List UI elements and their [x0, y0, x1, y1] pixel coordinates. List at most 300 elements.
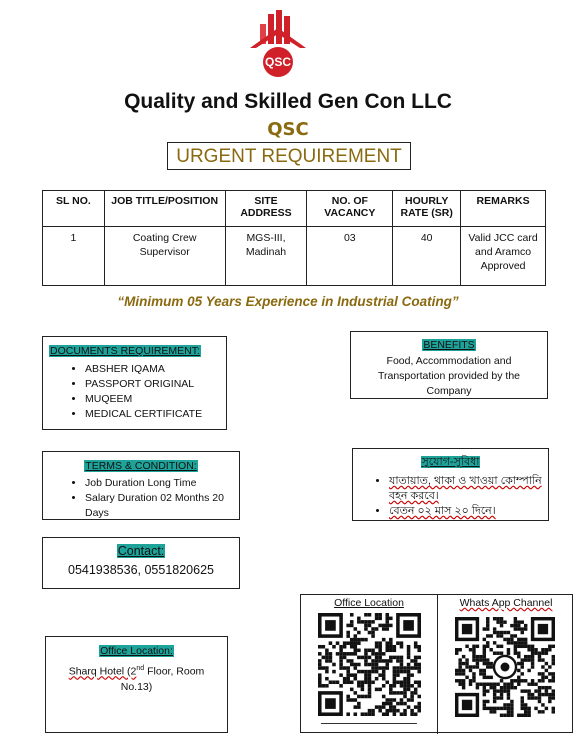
qr-module [357, 695, 361, 699]
qr-module [469, 683, 472, 686]
qr-module [507, 648, 510, 651]
contact-phones[interactable]: 0541938536, 0551820625 [68, 563, 214, 577]
qr-module [417, 645, 421, 649]
qr-module [325, 656, 329, 660]
qr-module [350, 663, 354, 667]
qr-module [486, 689, 489, 692]
qr-section [300, 594, 573, 733]
qr-module [496, 696, 499, 699]
qr-module [496, 645, 499, 648]
qr-module [357, 631, 361, 635]
qr-module [483, 645, 486, 648]
qr-module [393, 705, 397, 709]
qr-module [385, 641, 389, 645]
qr-module [385, 659, 389, 663]
qr-module [469, 648, 472, 651]
qr-module [462, 686, 465, 689]
qr-module [455, 651, 458, 654]
qr-module [350, 613, 354, 617]
qr-module [396, 709, 400, 713]
qr-module [407, 698, 411, 702]
qr-module [414, 659, 418, 663]
qr-module [510, 641, 513, 644]
col-header-vacancy: NO. OF VACANCY [307, 191, 393, 227]
qr-module [378, 688, 382, 692]
qr-module [534, 696, 537, 699]
qr-module [354, 705, 358, 709]
qr-module [364, 680, 368, 684]
qr-module [325, 652, 329, 656]
qr-module [521, 645, 524, 648]
qr-module [486, 676, 489, 679]
qr-module [527, 707, 530, 710]
qr-module [465, 645, 468, 648]
qr-module [375, 659, 379, 663]
qr-module [465, 658, 468, 661]
qr-module [503, 707, 506, 710]
qr-module [403, 684, 407, 688]
qr-module [389, 641, 393, 645]
qr-module [368, 663, 372, 667]
qr-module [368, 712, 372, 716]
qr-module [364, 695, 368, 699]
qr-module [541, 676, 544, 679]
qr-module [368, 691, 372, 695]
qr-module [510, 634, 513, 637]
qr-module [407, 684, 411, 688]
qr-module [465, 662, 468, 665]
job-table [42, 190, 546, 286]
qr-module [393, 684, 397, 688]
office-address-line1: Sharq Hotel (2 [68, 665, 137, 678]
benefits-title: BENEFITS [423, 339, 475, 351]
qr-module [343, 677, 347, 681]
qr-module [531, 651, 534, 654]
bengali-list [359, 474, 542, 519]
qr-module [514, 679, 517, 682]
qr-module [414, 688, 418, 692]
qr-module [472, 665, 475, 668]
qr-module [378, 624, 382, 628]
company-abbr: QSC [267, 119, 309, 140]
qr-module [521, 707, 524, 710]
qr-module [357, 684, 361, 688]
qr-module [385, 613, 389, 617]
qr-module [472, 676, 475, 679]
qr-module [407, 652, 411, 656]
qr-module [500, 645, 503, 648]
qr-module [521, 638, 524, 641]
qr-module [510, 686, 513, 689]
qr-module [378, 656, 382, 660]
qr-module [346, 624, 350, 628]
qr-module [382, 673, 386, 677]
qr-module [332, 645, 336, 649]
qr-module [489, 710, 492, 713]
qr-module [548, 700, 551, 703]
qr-module [364, 656, 368, 660]
qr-module [552, 696, 555, 699]
qr-module [489, 665, 492, 668]
qr-module [385, 624, 389, 628]
qr-module [489, 648, 492, 651]
qr-module [378, 673, 382, 677]
qr-module [483, 689, 486, 692]
qr-module [538, 679, 541, 682]
qr-module [472, 648, 475, 651]
qr-module [538, 672, 541, 675]
qr-module [552, 676, 555, 679]
qr-module [350, 645, 354, 649]
qr-module [389, 656, 393, 660]
qr-module [343, 641, 347, 645]
terms-title: TERMS & CONDITION: [85, 460, 197, 472]
qr-module [371, 670, 375, 674]
qr-module [357, 680, 361, 684]
qr-module [400, 645, 404, 649]
qr-module [329, 652, 333, 656]
qr-module [336, 652, 340, 656]
qr-module [357, 649, 361, 653]
qr-module [527, 710, 530, 713]
qr-module [552, 662, 555, 665]
qr-module [361, 670, 365, 674]
qr-module [538, 655, 541, 658]
documents-title: DOCUMENTS REQUIREMENT: [50, 345, 200, 357]
qr-module [538, 689, 541, 692]
qr-module [496, 689, 499, 692]
qr-module [496, 707, 499, 710]
qr-module [407, 680, 411, 684]
list-item: • MUQEEM [85, 392, 220, 407]
qr-module [400, 698, 404, 702]
qr-module [524, 655, 527, 658]
qr-module [552, 645, 555, 648]
qr-module [469, 679, 472, 682]
qr-module [357, 641, 361, 645]
qr-module [503, 683, 506, 686]
qr-module [531, 662, 534, 665]
qr-module [364, 673, 368, 677]
qr-module [382, 695, 386, 699]
qr-module [375, 666, 379, 670]
qr-module [318, 666, 322, 670]
qr-module [552, 693, 555, 696]
qr-module [318, 652, 322, 656]
qr-module [414, 680, 418, 684]
qr-module [389, 684, 393, 688]
qr-module [521, 662, 524, 665]
qr-module [400, 663, 404, 667]
qr-module [346, 712, 350, 716]
qr-module [389, 638, 393, 642]
qr-module [318, 677, 322, 681]
qr-module [417, 695, 421, 699]
qr-module [346, 652, 350, 656]
qr-module [322, 666, 326, 670]
qr-module [489, 634, 492, 637]
qr-module [465, 676, 468, 679]
qr-module [503, 631, 506, 634]
qr-module [496, 683, 499, 686]
qr-module [407, 656, 411, 660]
qr-module [407, 677, 411, 681]
qr-module [400, 680, 404, 684]
qr-module [486, 645, 489, 648]
qr-module [400, 656, 404, 660]
qr-module [514, 648, 517, 651]
qr-module [517, 676, 520, 679]
qr-module [382, 638, 386, 642]
qr-module [507, 714, 510, 717]
qr-module [510, 638, 513, 641]
office-address-line2: No.13) [120, 680, 153, 693]
qr-module [364, 638, 368, 642]
qr-module [514, 620, 517, 623]
list-item: • Salary Duration 02 Months 20 Days [85, 491, 233, 521]
qr-module [538, 686, 541, 689]
qr-module [350, 620, 354, 624]
qr-module [483, 627, 486, 630]
qr-module [350, 680, 354, 684]
qr-module [507, 631, 510, 634]
qr-module [378, 649, 382, 653]
qr-module [462, 662, 465, 665]
qr-module [385, 663, 389, 667]
documents-list [49, 362, 220, 422]
qr-module [458, 665, 461, 668]
qr-module [417, 670, 421, 674]
qr-module [417, 666, 421, 670]
qr-module [483, 693, 486, 696]
qr-module [552, 679, 555, 682]
qr-module [389, 702, 393, 706]
qr-module [517, 655, 520, 658]
experience-quote: “Minimum 05 Years Experience in Industrial Coating” [117, 294, 459, 309]
qr-module [538, 693, 541, 696]
qr-module [368, 688, 372, 692]
qr-module [527, 669, 530, 672]
qr-module [378, 641, 382, 645]
qr-module [329, 641, 333, 645]
qr-module [361, 684, 365, 688]
qr-module [493, 700, 496, 703]
qr-module [364, 613, 368, 617]
qr-module [514, 634, 517, 637]
qr-module [489, 686, 492, 689]
qr-module [343, 645, 347, 649]
qr-module [534, 707, 537, 710]
qr-module [545, 669, 548, 672]
office-address-line1b: Floor, Room [144, 665, 205, 678]
office-location-qr-code[interactable] [318, 613, 421, 716]
cell-rate: 40 [393, 227, 461, 286]
qr-module [538, 651, 541, 654]
qr-module [368, 709, 372, 713]
qr-module [364, 649, 368, 653]
qr-module [500, 651, 503, 654]
qr-module [414, 663, 418, 667]
qr-module [472, 658, 475, 661]
qr-module [500, 696, 503, 699]
qr-module [493, 693, 496, 696]
qr-module [385, 617, 389, 621]
qr-module [389, 709, 393, 713]
qr-module [414, 641, 418, 645]
qr-module [541, 710, 544, 713]
qr-module [350, 673, 354, 677]
qr-module [538, 700, 541, 703]
qr-module [417, 702, 421, 706]
qr-module [396, 691, 400, 695]
qr-module [531, 696, 534, 699]
qr-module [368, 631, 372, 635]
qr-finder [462, 624, 472, 634]
qr-module [531, 655, 534, 658]
qr-module [400, 712, 404, 716]
qr-module [385, 709, 389, 713]
qr-module [400, 666, 404, 670]
qr-module [410, 691, 414, 695]
qr-module [371, 634, 375, 638]
qr-module [534, 683, 537, 686]
qr-module [417, 680, 421, 684]
qr-module [552, 672, 555, 675]
qr-module [476, 645, 479, 648]
qr-module [364, 624, 368, 628]
qr-module [346, 698, 350, 702]
qr-module [332, 680, 336, 684]
qr-module [357, 617, 361, 621]
qr-module [343, 652, 347, 656]
qr-module [510, 707, 513, 710]
qr-module [503, 638, 506, 641]
qr-right-label: Whats App Channel [459, 597, 553, 609]
office-title: Office Location: [100, 645, 173, 657]
qr-module [500, 714, 503, 717]
qr-module [385, 698, 389, 702]
qr-module [400, 691, 404, 695]
qr-module [414, 666, 418, 670]
contact-title: Contact: [117, 544, 165, 558]
qr-module [510, 683, 513, 686]
qr-module [458, 658, 461, 661]
qr-module [403, 680, 407, 684]
qr-module [357, 656, 361, 660]
qr-module [318, 673, 322, 677]
qr-module [407, 645, 411, 649]
qr-module [325, 666, 329, 670]
qr-module [507, 693, 510, 696]
qr-module [357, 670, 361, 674]
qr-module [393, 649, 397, 653]
qr-module [462, 679, 465, 682]
qr-module [414, 645, 418, 649]
qr-module [483, 648, 486, 651]
qr-module [346, 680, 350, 684]
qr-module [479, 683, 482, 686]
qr-module [382, 702, 386, 706]
qr-module [393, 698, 397, 702]
qr-module [378, 659, 382, 663]
qr-module [462, 669, 465, 672]
qr-module [368, 624, 372, 628]
qr-module [329, 680, 333, 684]
benefits-text: Food, Accommodation and Transportation provided by the Company [377, 355, 521, 397]
qr-module [483, 638, 486, 641]
qr-module [545, 676, 548, 679]
qr-module [483, 700, 486, 703]
qr-module [541, 693, 544, 696]
qr-module [517, 627, 520, 630]
qr-module [548, 686, 551, 689]
qr-module [385, 702, 389, 706]
qr-module [552, 710, 555, 713]
qr-module [493, 641, 496, 644]
qr-module [339, 684, 343, 688]
qr-module [514, 641, 517, 644]
qr-module [545, 662, 548, 665]
qr-module [375, 617, 379, 621]
qr-module [527, 714, 530, 717]
whatsapp-channel-qr-code[interactable] [455, 617, 555, 717]
qr-module [524, 658, 527, 661]
qr-module [357, 705, 361, 709]
qr-module [339, 649, 343, 653]
qr-module [521, 714, 524, 717]
company-name: Quality and Skilled Gen Con LLC [124, 90, 452, 113]
list-item: • PASSPORT ORIGINAL [85, 377, 220, 392]
qr-finder [538, 624, 548, 634]
qr-module [403, 702, 407, 706]
qr-module [541, 665, 544, 668]
qr-module [545, 707, 548, 710]
qr-module [500, 679, 503, 682]
qr-module [476, 683, 479, 686]
qr-module [486, 665, 489, 668]
logo-graphic [246, 8, 310, 82]
qr-module [354, 673, 358, 677]
qr-module [510, 710, 513, 713]
qr-module [465, 665, 468, 668]
col-header-remarks: REMARKS [461, 191, 546, 227]
qr-module [531, 658, 534, 661]
qr-module [410, 666, 414, 670]
qr-module [541, 648, 544, 651]
qr-module [514, 686, 517, 689]
qr-module [410, 684, 414, 688]
qr-module [486, 617, 489, 620]
qr-module [455, 679, 458, 682]
qr-module [507, 638, 510, 641]
qr-module [385, 666, 389, 670]
qr-module [325, 677, 329, 681]
qr-module [538, 710, 541, 713]
qr-module [500, 707, 503, 710]
qr-module [503, 714, 506, 717]
qr-module [371, 709, 375, 713]
qr-module [507, 689, 510, 692]
qr-module [403, 688, 407, 692]
qr-module [517, 645, 520, 648]
qr-module [368, 673, 372, 677]
qr-module [541, 658, 544, 661]
qr-module [527, 693, 530, 696]
qr-module [524, 645, 527, 648]
qr-module [496, 620, 499, 623]
qr-module [346, 659, 350, 663]
qr-module [361, 680, 365, 684]
